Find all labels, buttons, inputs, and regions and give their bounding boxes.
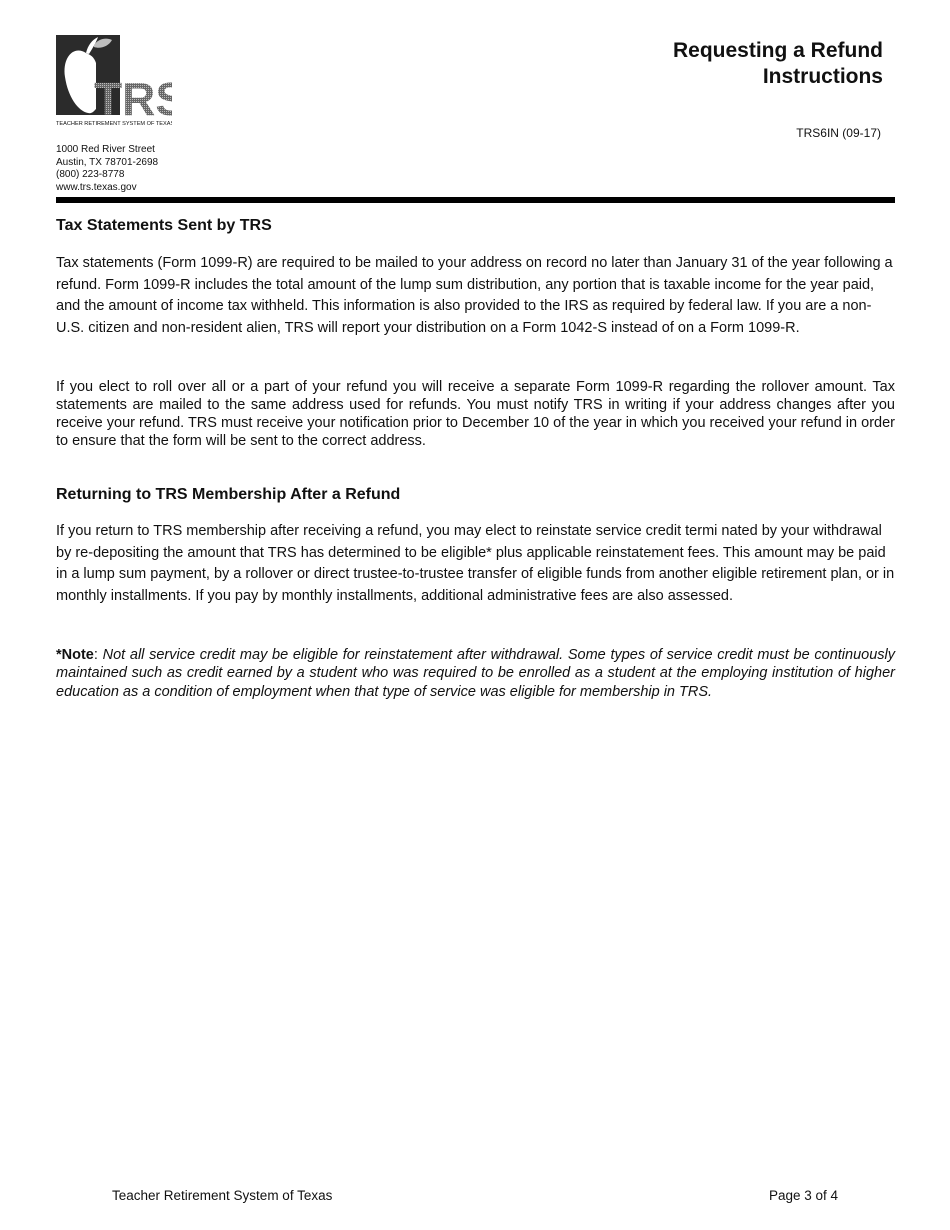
address-city: Austin, TX 78701-2698 <box>56 156 159 168</box>
address-street: 1000 Red River Street <box>56 144 155 155</box>
title-line-1: Requesting a Refund <box>672 39 883 62</box>
eligibility-note: *Note: Not all service credit may be eligible for reinstatement after withdrawal. Some types of service credit must be continuously maintained such as credit earned by a student who was required to be enrolled as a student at the employing institution of higher education as a condition of employment when that type of service was eligible for membership in TRS. <box>56 647 895 700</box>
title-line-2: Instructions <box>762 65 883 88</box>
membership-section-heading: Returning to TRS Membership After a Refund <box>56 486 401 503</box>
note-label: *Note <box>56 647 94 663</box>
footer-organization: Teacher Retirement System of Texas <box>112 1188 333 1203</box>
logo-subtext: TEACHER RETIREMENT SYSTEM OF TEXAS <box>56 121 172 127</box>
logo-letters: TRS <box>94 73 172 125</box>
address-block <box>56 144 158 194</box>
footer-page-number: Page 3 of 4 <box>768 1188 838 1203</box>
membership-paragraph: If you return to TRS membership after receiving a refund, you may elect to reinstate service credit termi nated by your withdrawal by re-depositing the amount that TRS has determined to be eligible* plus applicable reinstatement fees. This amount may be paid in a lump sum payment, by a rollover or direct trustee-to-trustee transfer of eligible funds from another eligible retirement plan, or in monthly installments. If you pay by monthly installments, additional administrative fees are also assessed. <box>56 523 895 604</box>
form-number: TRS6IN (09-17) <box>796 126 881 140</box>
tax-paragraph-2: If you elect to roll over all or a part of your refund you will receive a separate Form 1099-R regarding the rollover amount. Tax statements are mailed to the same address used for refunds. You must notify TRS in writing if your address changes after you receive your refund. TRS must receive your notification prior to December 10 of the year in which you received your refund in order to ensure that the form will be sent to the correct address. <box>56 379 895 449</box>
header-divider <box>56 197 895 203</box>
tax-paragraph-1: Tax statements (Form 1099-R) are required to be mailed to your address on record no later than January 31 of the year following a refund. Form 1099-R includes the total amount of the lump sum distribution, any portion that is taxable income for the year paid, and the amount of income tax withheld. This information is also provided to the IRS as required by federal law. If you are a non-U.S. citizen and non-resident alien, TRS will report your distribution on a Form 1042-S instead of on a Form 1099-R. <box>56 255 893 336</box>
note-text: Not all service credit may be eligible for reinstatement after withdrawal. Some types of service credit must be continuously maintained such as credit earned by a student who was required to be enrolled as a student at the employing institution of higher education as a condition of employment when that type of service was eligible for membership in TRS. <box>56 647 895 700</box>
address-website: www.trs.texas.gov <box>56 181 137 193</box>
tax-section-heading: Tax Statements Sent by TRS <box>56 217 272 234</box>
trs-logo <box>56 35 172 127</box>
address-phone: (800) 223-8778 <box>56 169 125 180</box>
page-title <box>673 38 883 90</box>
